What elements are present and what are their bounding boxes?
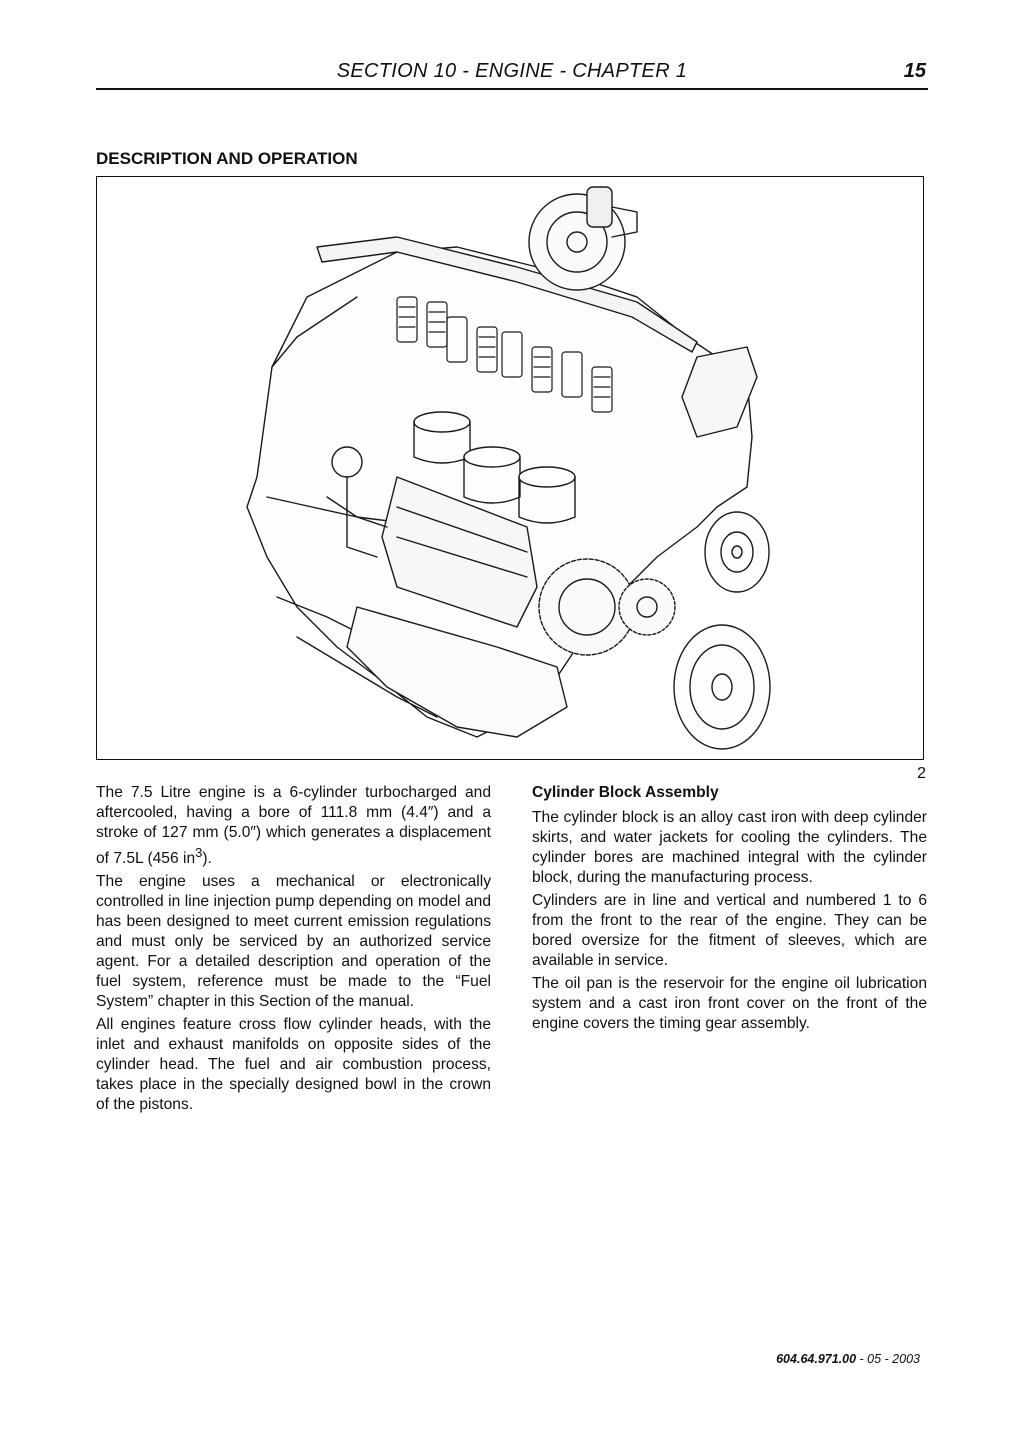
figure-number: 2 bbox=[917, 765, 926, 782]
header-divider bbox=[96, 88, 928, 90]
running-header-title: SECTION 10 - ENGINE - CHAPTER 1 bbox=[336, 60, 688, 82]
page-number: 15 bbox=[903, 60, 926, 82]
cylinder-head-paragraph: All engines feature cross flow cylinder heads, with the inlet and exhaust manifolds on opposite sides of the cylinder head. The fuel and air combustion process, takes place in the specially designed bowl in the crown of the pistons. bbox=[96, 1016, 491, 1114]
document-number: 604.64.971.00 bbox=[776, 1352, 857, 1366]
publication-date: 05 - 2003 bbox=[867, 1352, 920, 1366]
turbocharger-drawing bbox=[529, 187, 637, 290]
engine-illustration-frame bbox=[96, 176, 924, 760]
timing-gears-drawing bbox=[539, 559, 675, 655]
intro-paragraph bbox=[96, 783, 491, 869]
fuel-system-paragraph: The engine uses a mechanical or electronically controlled in line injection pump depending on model and has been designed to meet current emission regulations and must only be serviced by an authorized service agent. For a detailed description and operation of the fuel system, reference must be made to the “Fuel System” chapter in this Section of the manual. bbox=[96, 873, 491, 1011]
engine-cutaway-illustration bbox=[97, 177, 922, 758]
cylinder-block-paragraph: The cylinder block is an alloy cast iron with deep cylinder skirts, and water jackets for cooling the cylinders. The cylinder bores are machined integral with the cylinder block, during the manufacturing process. bbox=[532, 809, 927, 886]
cylinder-numbering-paragraph: Cylinders are in line and vertical and numbered 1 to 6 from the front to the rear of the engine. They can be bored oversize for the fitment of sleeves, which are available in service. bbox=[532, 892, 927, 969]
cubic-superscript: 3 bbox=[195, 845, 203, 860]
water-pump-pulley-drawing bbox=[705, 512, 769, 592]
cylinder-block-heading: Cylinder Block Assembly bbox=[532, 784, 719, 801]
footer-separator: - bbox=[856, 1352, 868, 1366]
page-footer bbox=[776, 1352, 920, 1366]
intro-text-end: ). bbox=[202, 850, 212, 868]
oil-pan-paragraph: The oil pan is the reservoir for the engine oil lubrication system and a cast iron front cover on the front of the engine covers the timing gear assembly. bbox=[532, 975, 927, 1032]
section-heading: DESCRIPTION AND OPERATION bbox=[96, 149, 358, 168]
left-text-column bbox=[96, 783, 491, 1118]
intro-text: The 7.5 Litre engine is a 6-cylinder turbocharged and aftercooled, having a bore of 111.8 mm (4.4″) and a stroke of 127 mm (5.0″) which generates a displacement of 7.5L (456 in bbox=[96, 784, 491, 868]
right-text-column bbox=[532, 783, 927, 1037]
crank-pulley-drawing bbox=[674, 625, 770, 749]
